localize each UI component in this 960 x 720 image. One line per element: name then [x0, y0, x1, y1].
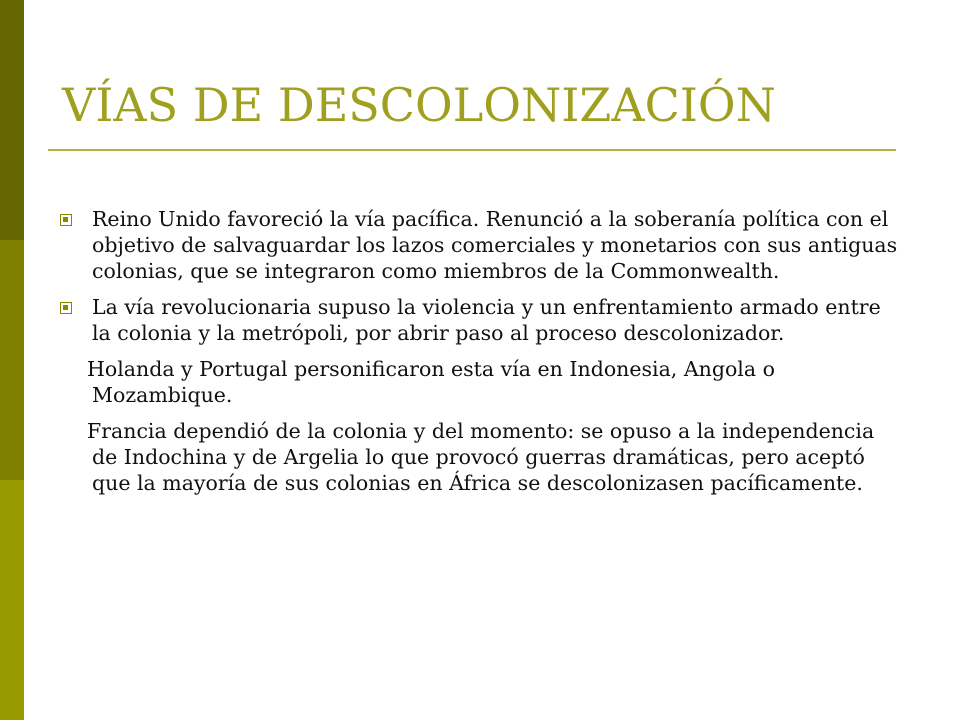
paragraph-text: Holanda y Portugal personificaron esta vía en Indonesia, Angola o Mozambique.	[87, 357, 775, 407]
plain-paragraph-4	[60, 418, 900, 496]
side-bar-top	[0, 0, 24, 240]
side-bar-middle	[0, 240, 24, 480]
bullet-paragraph-2	[60, 294, 900, 346]
slide-body	[60, 206, 900, 506]
paragraph-text: Reino Unido favoreció la vía pacífica. Renunció a la soberanía política con el objetivo de salvaguardar los lazos comerciales y monetarios con sus antiguas colonias, que se integraron como miembros de la Commonwealth.	[92, 207, 898, 283]
paragraph-text: Francia dependió de la colonia y del momento: se opuso a la independencia de Indochina y de Argelia lo que provocó guerras dramáticas, pero aceptó que la mayoría de sus colonias en África se descolonizasen pacíficamente.	[87, 419, 875, 495]
plain-paragraph-3	[60, 356, 900, 408]
square-bullet-icon	[60, 302, 72, 314]
slide-title: VÍAS DE DESCOLONIZACIÓN	[62, 78, 776, 132]
paragraph-text: La vía revolucionaria supuso la violencia y un enfrentamiento armado entre la colonia y la metrópoli, por abrir paso al proceso descolonizador.	[92, 295, 881, 345]
title-divider	[48, 149, 896, 151]
square-bullet-icon	[60, 214, 72, 226]
bullet-paragraph-1	[60, 206, 900, 284]
side-bar-bottom	[0, 480, 24, 720]
